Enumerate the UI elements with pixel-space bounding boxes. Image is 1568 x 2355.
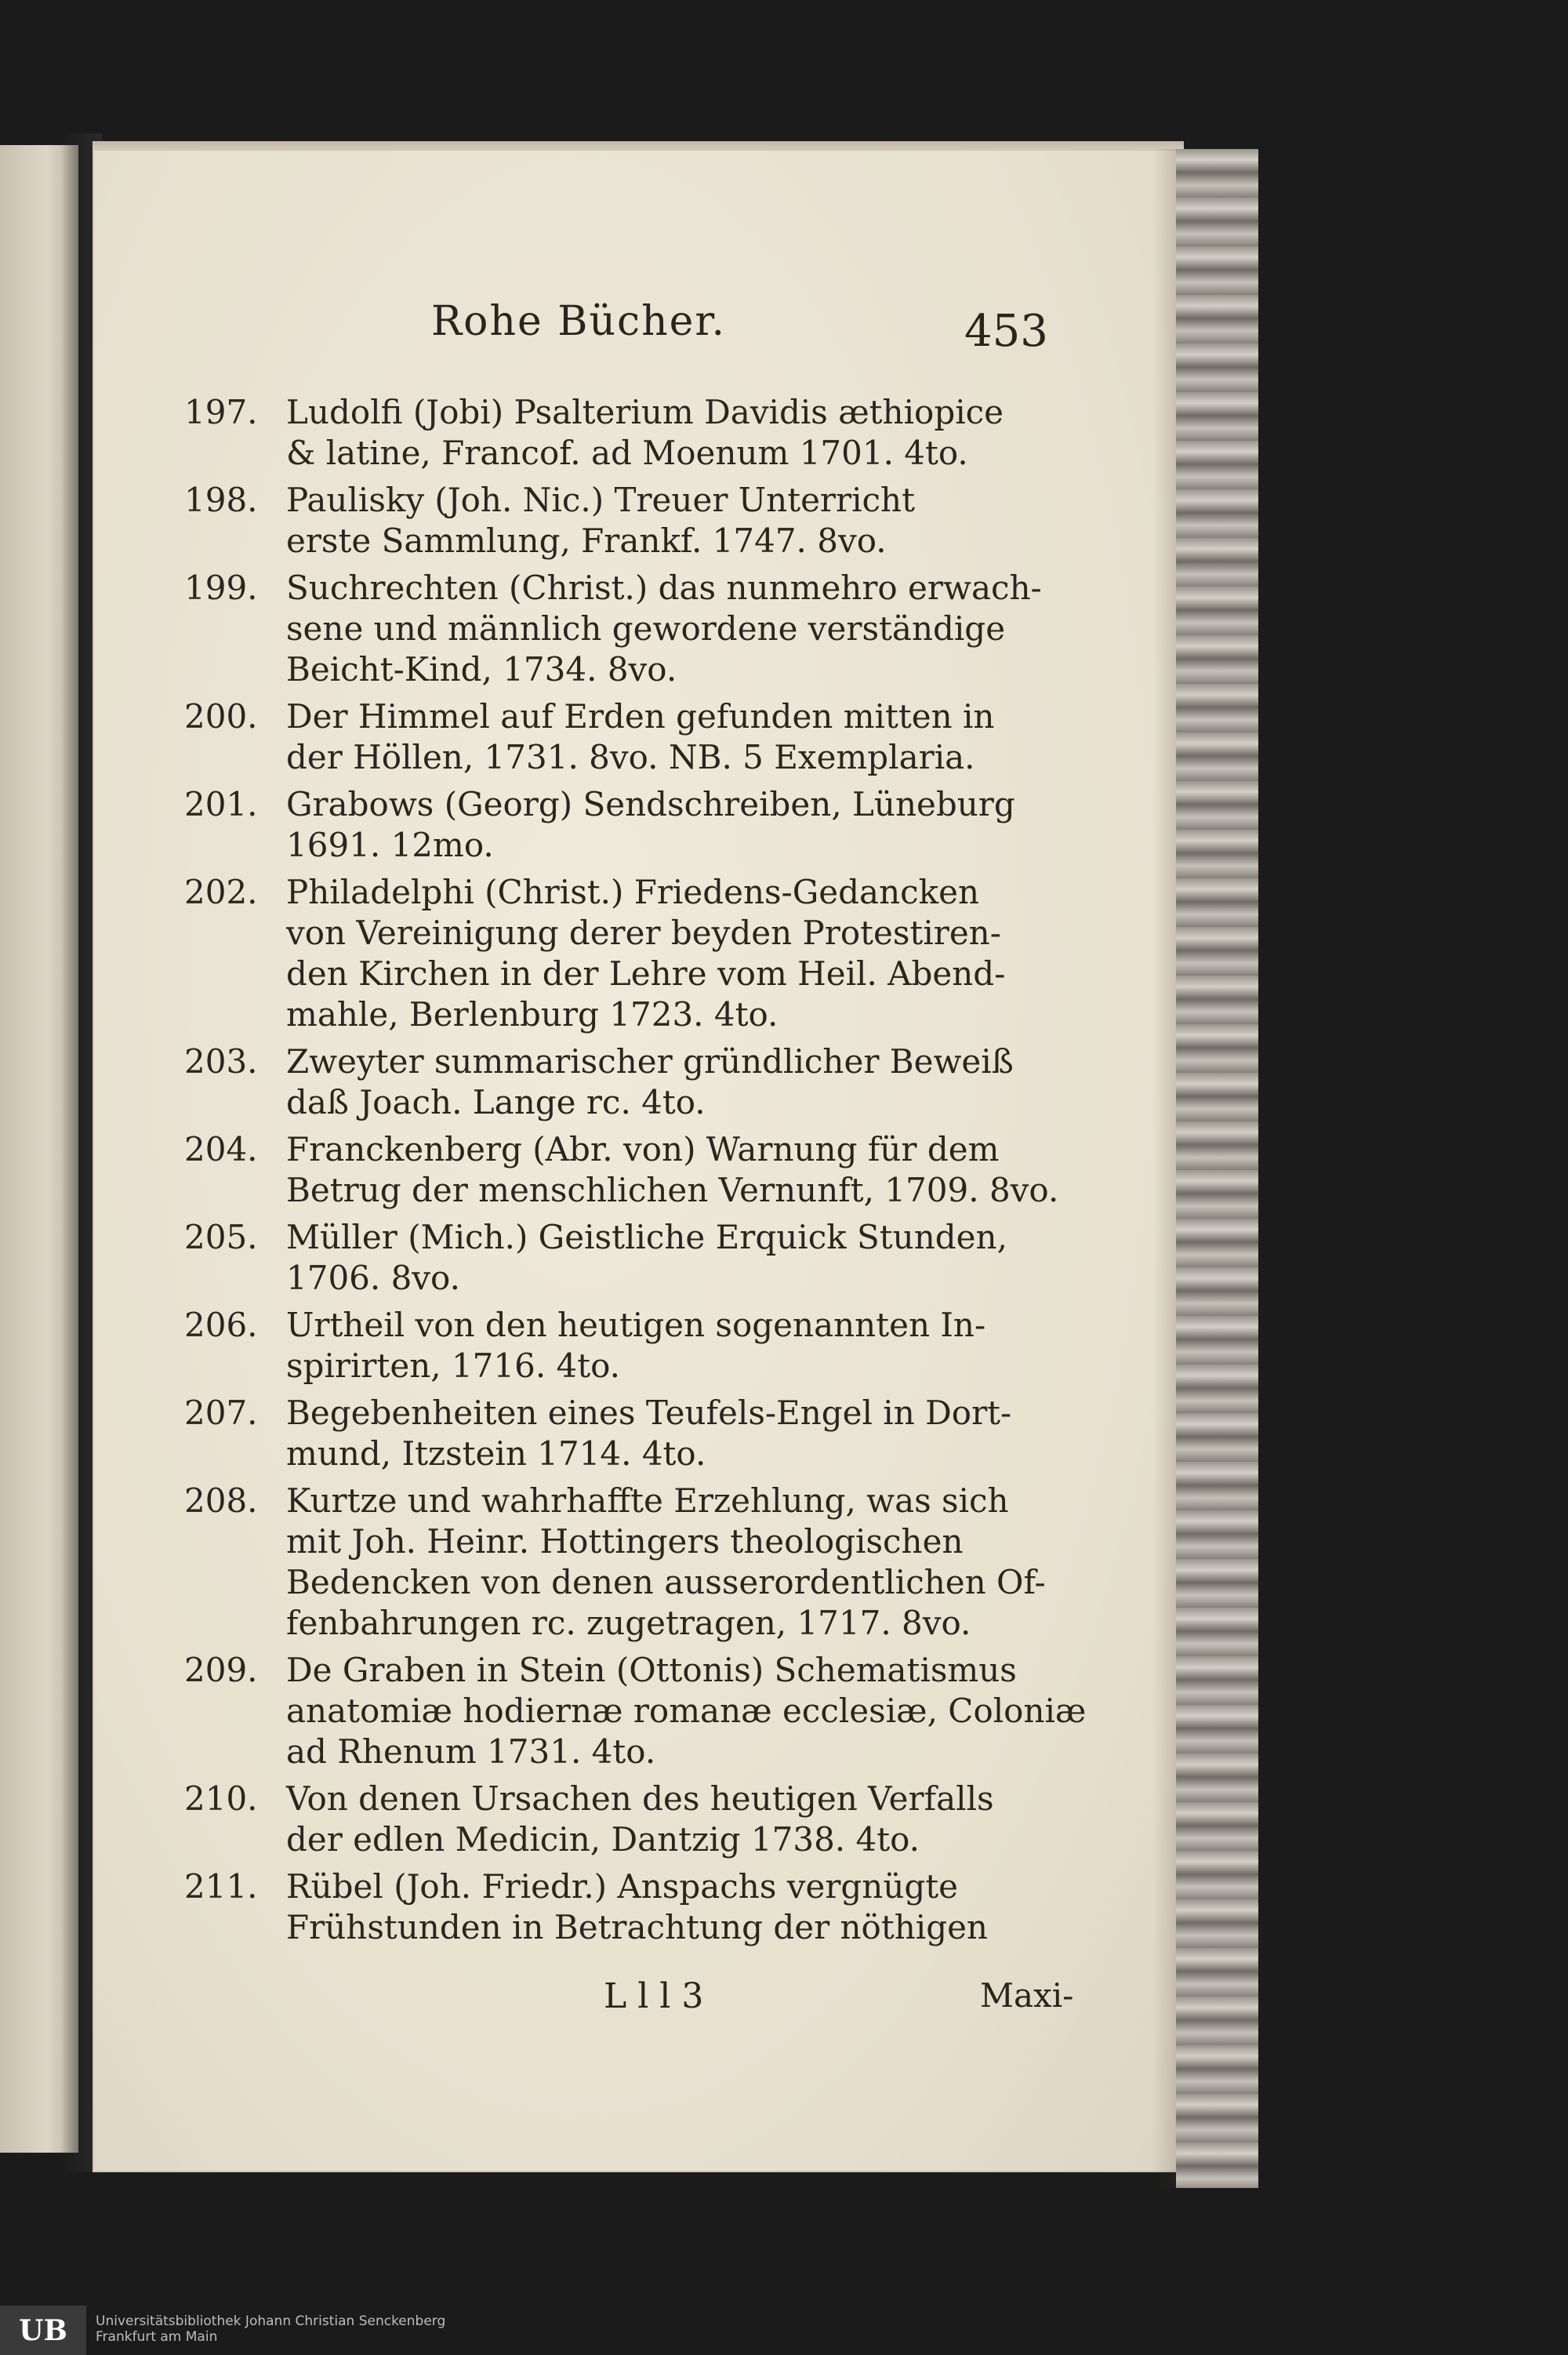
entry-line: Ludolfi (Jobi) Psalterium Davidis æthiopice (286, 393, 1004, 431)
entry-line: Begebenheiten eines Teufels-Engel in Dort- (286, 1394, 1012, 1432)
entry-line: Suchrechten (Christ.) das nunmehro erwach- (286, 569, 1042, 607)
entry-line: Frühstunden in Betrachtung der nöthigen (286, 1908, 988, 1946)
catalog-entries (184, 392, 1086, 1954)
entry-line: mund, Itzstein 1714. 4to. (286, 1434, 706, 1473)
entry-number: 207. (184, 1394, 258, 1432)
catalog-entry (184, 1481, 1086, 1644)
entry-line: spirirten, 1716. 4to. (286, 1346, 621, 1385)
entry-line: Betrug der menschlichen Vernunft, 1709. 8vo. (286, 1171, 1059, 1209)
entry-line: erste Sammlung, Frankf. 1747. 8vo. (286, 522, 887, 560)
entry-number: 198. (184, 481, 258, 519)
page-number: 453 (964, 306, 1048, 357)
entry-number: 209. (184, 1651, 258, 1689)
catalog-entry (184, 872, 1086, 1035)
catalog-entry (184, 696, 1086, 778)
catalog-entry (184, 1393, 1086, 1474)
catalog-entry (184, 392, 1086, 474)
entry-line: daß Joach. Lange rc. 4to. (286, 1083, 706, 1121)
entry-line: sene und männlich gewordene verständige (286, 609, 1006, 648)
entry-line: Bedencken von denen ausserordentlichen Of- (286, 1563, 1046, 1601)
entry-line: mahle, Berlenburg 1723. 4to. (286, 995, 779, 1034)
catalog-entry (184, 1305, 1086, 1386)
entry-line: Rübel (Joh. Friedr.) Anspachs vergnügte (286, 1867, 959, 1906)
entry-number: 204. (184, 1130, 258, 1168)
entry-line: Grabows (Georg) Sendschreiben, Lüneburg (286, 785, 1015, 823)
entry-number: 205. (184, 1218, 258, 1256)
entry-number: 202. (184, 873, 258, 911)
entry-number: 203. (184, 1042, 258, 1081)
entry-line: Kurtze und wahrhaffte Erzehlung, was sich (286, 1481, 1009, 1520)
catalog-entry (184, 1866, 1086, 1948)
entry-number: 197. (184, 393, 258, 431)
catalog-entry (184, 1041, 1086, 1123)
entry-line: & latine, Francof. ad Moenum 1701. 4to. (286, 434, 968, 472)
catalog-entry (184, 568, 1086, 690)
facing-page-shadow (0, 133, 102, 2172)
entry-line: der edlen Medicin, Dantzig 1738. 4to. (286, 1820, 920, 1859)
catalog-entry (184, 1779, 1086, 1860)
entry-line: Von denen Ursachen des heutigen Verfalls (286, 1779, 994, 1818)
entry-line: mit Joh. Heinr. Hottingers theologischen (286, 1522, 964, 1561)
entry-number: 208. (184, 1481, 258, 1520)
entry-line: den Kirchen in der Lehre vom Heil. Abend- (286, 954, 1006, 993)
entry-line: fenbahrungen rc. zugetragen, 1717. 8vo. (286, 1604, 971, 1642)
catalog-entry (184, 1129, 1086, 1211)
library-credit (96, 2313, 445, 2345)
entry-line: Paulisky (Joh. Nic.) Treuer Unterricht (286, 481, 915, 519)
catalog-entry (184, 1650, 1086, 1772)
library-city: Frankfurt am Main (96, 2329, 218, 2345)
entry-number: 211. (184, 1867, 258, 1906)
entry-number: 210. (184, 1779, 258, 1818)
entry-line: De Graben in Stein (Ottonis) Schematismus (286, 1651, 1017, 1689)
catalog-entry (184, 784, 1086, 866)
catalog-entry (184, 480, 1086, 561)
entry-line: Der Himmel auf Erden gefunden mitten in (286, 697, 995, 736)
library-logo: UB (0, 2306, 86, 2355)
entry-line: Philadelphi (Christ.) Friedens-Gedancken (286, 873, 980, 911)
entry-number: 206. (184, 1306, 258, 1344)
entry-line: von Vereinigung derer beyden Protestiren- (286, 914, 1001, 952)
catalog-entry (184, 1217, 1086, 1299)
entry-line: 1691. 12mo. (286, 826, 494, 864)
entry-line: ad Rhenum 1731. 4to. (286, 1732, 656, 1771)
book-binding (1176, 149, 1258, 2188)
entry-line: 1706. 8vo. (286, 1259, 460, 1297)
running-header: Rohe Bücher. (431, 298, 727, 345)
entry-line: Urtheil von den heutigen sogenannten In- (286, 1306, 986, 1344)
entry-line: anatomiæ hodiernæ romanæ ecclesiæ, Coloniæ (286, 1692, 1087, 1730)
entry-line: Müller (Mich.) Geistliche Erquick Stunden, (286, 1218, 1007, 1256)
catchword: Maxi- (980, 1976, 1074, 2015)
entry-number: 201. (184, 785, 258, 823)
entry-line: Beicht-Kind, 1734. 8vo. (286, 650, 677, 689)
signature-mark: L l l 3 (604, 1976, 704, 2016)
library-name: Universitätsbibliothek Johann Christian Senckenberg (96, 2313, 446, 2329)
entry-line: der Höllen, 1731. 8vo. NB. 5 Exemplaria. (286, 738, 975, 776)
entry-number: 200. (184, 697, 258, 736)
entry-line: Franckenberg (Abr. von) Warnung für dem (286, 1130, 1000, 1168)
entry-number: 199. (184, 569, 258, 607)
entry-line: Zweyter summarischer gründlicher Beweiß (286, 1042, 1014, 1081)
